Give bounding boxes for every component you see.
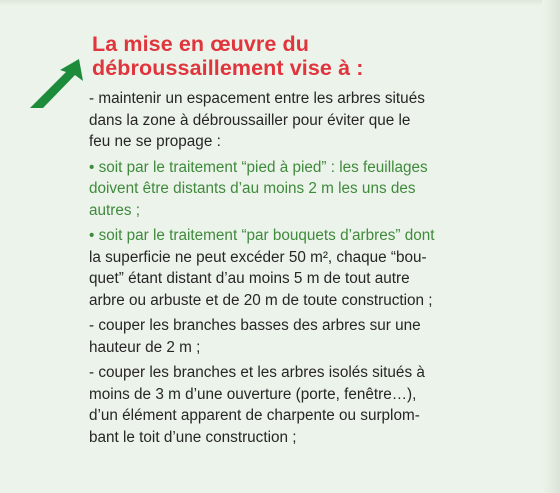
- body-content: [89, 88, 529, 452]
- title-line-1: La mise en œuvre du: [92, 32, 309, 56]
- text-line: - couper les branches basses des arbres sur une: [89, 317, 421, 334]
- title-line-2: débroussaillement vise à :: [92, 56, 364, 80]
- text-line: la superficie ne peut excéder 50 m², chaque “bou-: [89, 248, 427, 266]
- text-line: doivent être distants d’au moins 2 m les uns des: [89, 180, 416, 197]
- text-line: autres ;: [89, 201, 141, 219]
- arrow-shape: [30, 59, 83, 108]
- text-line: dans la zone à débroussailler pour éviter que le: [89, 111, 411, 129]
- text-line: d’un élément apparent de charpente ou surplom-: [89, 407, 420, 424]
- paragraph-arbres-isoles: [89, 362, 529, 448]
- text-line: - maintenir un espacement entre les arbres situés: [89, 90, 425, 107]
- page-title: [92, 32, 363, 80]
- scan-edge-right: [542, 0, 560, 493]
- text-line: hauteur de 2 m ;: [89, 338, 201, 356]
- text-line: • soit par le traitement “pied à pied” : les feuillages: [89, 158, 428, 176]
- scan-edge-top: [0, 0, 560, 6]
- text-line: feu ne se propage :: [89, 133, 221, 150]
- paragraph-branches-basses: [89, 315, 529, 358]
- arrow-up-right-icon: [14, 56, 94, 118]
- text-line: moins de 3 m d’une ouverture (porte, fenêtre…),: [89, 385, 417, 403]
- text-line: arbre ou arbuste et de 20 m de toute construction ;: [89, 291, 433, 309]
- text-line: quet” étant distant d’au moins 5 m de tout autre: [89, 270, 410, 287]
- text-line: bant le toit d’une construction ;: [89, 428, 297, 446]
- bullet-bouquets: [89, 225, 529, 311]
- text-line: - couper les branches et les arbres isolés situés à: [89, 364, 425, 381]
- bullet-pied-a-pied: [89, 157, 529, 222]
- text-line: • soit par le traitement “par bouquets d’arbres” dont: [89, 227, 435, 244]
- paragraph-spacing: [89, 88, 529, 153]
